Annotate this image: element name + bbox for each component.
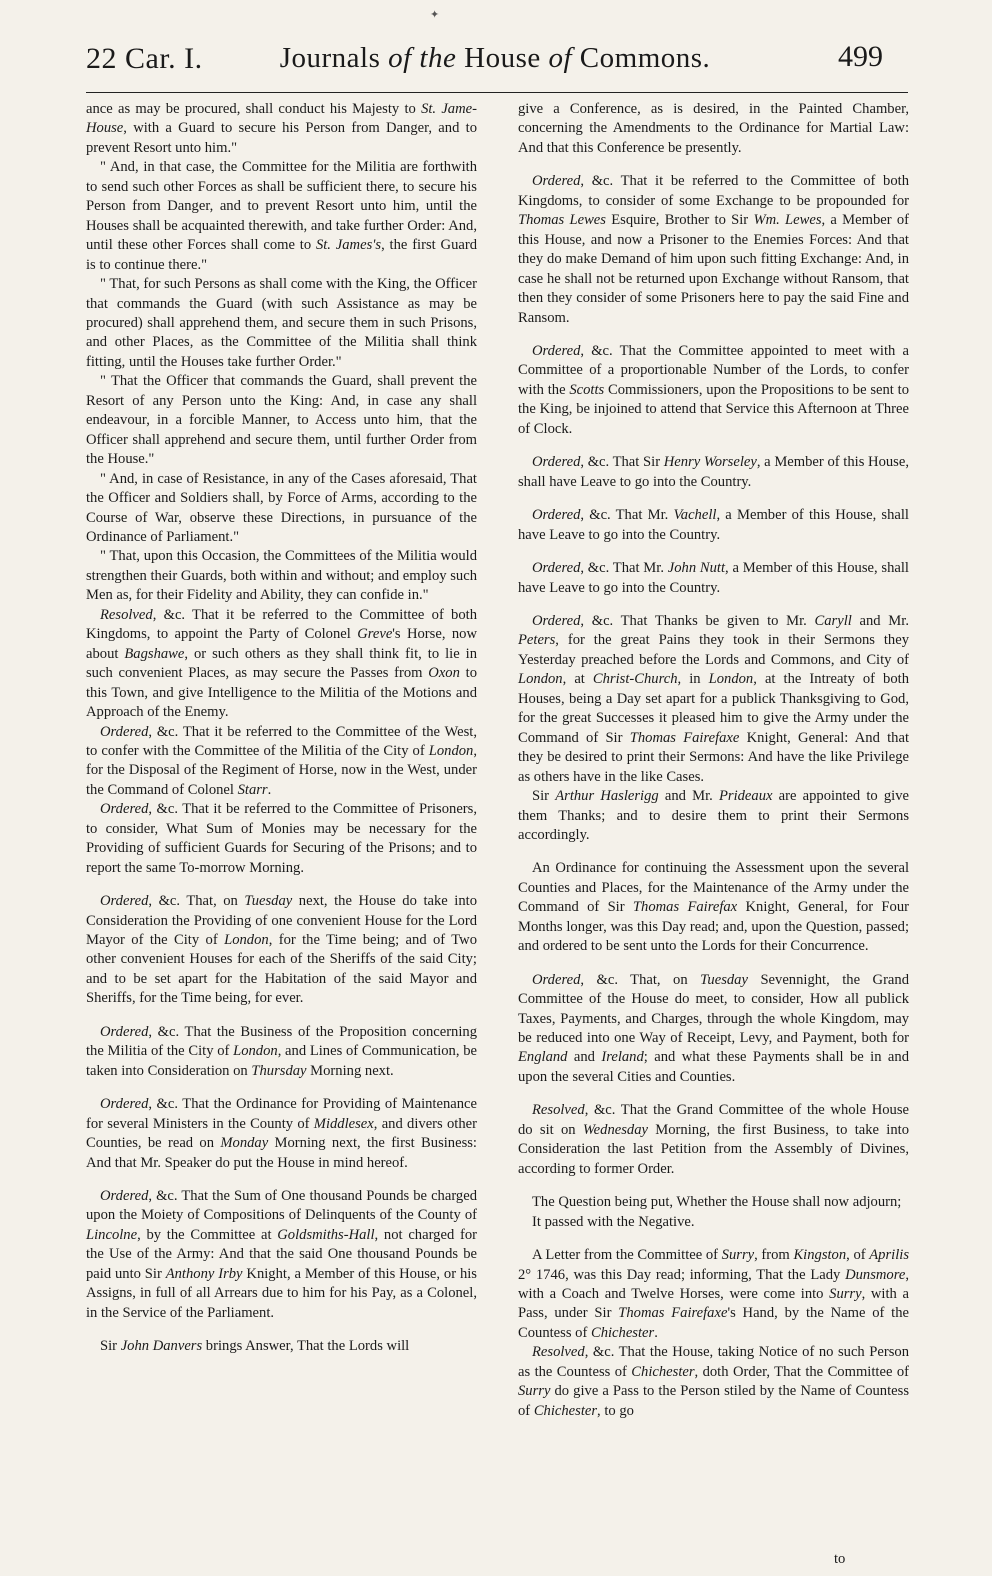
text-run: , not charged for the Use of the Army: And that the said One thousand Pounds be paid unto Sir (86, 1226, 477, 1282)
text-run: , with a Coach and Twelve Horses, were come into (518, 1266, 909, 1303)
text-run: Ordered (532, 560, 581, 577)
text-run: Ordered (532, 507, 581, 524)
text-run: , &c. That the Sum of One thousand Pounds be charged upon the Moiety of Compositions of Delinquents of the County of (86, 1188, 477, 1224)
journal-entry (518, 1101, 909, 1179)
left-column (86, 100, 477, 1357)
text-run: , a Member of this House, shall have Leave to go into the Country. (518, 454, 909, 490)
text-run: , &c. That Mr. (580, 560, 668, 577)
text-run: John Danvers (120, 1338, 203, 1355)
text-run: Knight, a Member of this House, or his Assigns, in full of all Arrears due to him for his Pay, as a Colonel, in the Service of the Parliament. (86, 1265, 477, 1321)
journal-entry (518, 1246, 909, 1343)
journal-entry (86, 372, 477, 469)
text-run: Ordered (532, 971, 581, 988)
text-run: , a Member of this House, shall have Leave to go into the Country. (518, 560, 909, 596)
text-run: , &c. That Sir (580, 454, 664, 471)
text-run: Chichester (631, 1363, 695, 1380)
text-run: Esquire, Brother to Sir (605, 212, 754, 229)
text-run: Vachell (673, 507, 717, 524)
journal-entry (86, 800, 477, 878)
text-run: , a Member of this House, and now a Prisoner to the Enemies Forces: And that they do make Demand of him upon such fitting Exchange: And, in case he shall not be returned upon Exchange without Ransom, that then they consider of some Prisoners here to pay the said Fine and Ransom. (518, 212, 910, 326)
text-run: Thursday (251, 1062, 307, 1079)
page-number: 499 (838, 40, 883, 73)
text-run: Morning next. (306, 1062, 394, 1079)
text-run: Ireland (601, 1049, 644, 1066)
journal-entry (518, 1213, 909, 1232)
text-run: It passed with the Negative. (532, 1213, 695, 1230)
text-run: brings Answer, That the Lords will (202, 1338, 410, 1355)
text-run: and Mr. (851, 612, 909, 629)
text-run: , &c. That, on (580, 971, 701, 988)
text-run: Scotts (569, 381, 605, 398)
text-run: do give a Pass to the Person stiled by the Name of Countess of (518, 1383, 909, 1419)
text-run: , &c. That the House, taking Notice of no such Person as the Countess of (518, 1344, 909, 1380)
text-run: Ordered (532, 612, 581, 629)
text-run: Chichester (533, 1402, 598, 1419)
text-run: . (267, 781, 272, 798)
text-run: " And, in that case, the Committee for the Militia are forthwith to send such other Forces as shall be sufficient there, to secure his Person from Danger, and to prevent Resort unto him, until the Houses shall be acquainted therewith, and take further Order: And, until these other Forces shall come to (86, 159, 477, 254)
text-run: Sevennight, the Grand Committee of the House do meet, to consider, How all publick Taxes, Payments, and Charges, through the whole Kingdom, may be reduced into one Way of Receipt, Levy, and Payment, both for (518, 971, 909, 1047)
title-part: House (464, 42, 541, 74)
reign-label: 22 Car. I. (86, 42, 203, 75)
text-run: Dunsmore (845, 1266, 906, 1283)
text-run: Prideaux (718, 788, 773, 805)
text-run: Ordered (532, 342, 581, 359)
text-run: Ordered (100, 893, 149, 910)
text-run: Middlesex (313, 1115, 374, 1132)
text-run: Starr (237, 781, 268, 798)
text-run: , &c. That the Business of the Proposition concerning the Militia of the City of (86, 1023, 477, 1060)
journal-entry (86, 892, 477, 1009)
text-run: St. Jame-House (86, 101, 477, 137)
text-run: John Nutt (667, 560, 726, 577)
text-run: , by the Committee at (137, 1226, 278, 1243)
text-run: Oxon (428, 665, 460, 682)
text-run: Morning, the first Business, to take into Consideration the last Petition from the Assembly of Divines, according to former Order. (518, 1121, 910, 1177)
journal-entry (86, 547, 477, 605)
text-run: , &c. That it be referred to the Committee of Prisoners, to consider, What Sum of Monies may be necessary for the Providing of sufficient Guards for Securing of the Prisons; and to report the same To-morrow Morning. (86, 801, 477, 876)
text-run: Sir (532, 788, 556, 805)
journal-entry (518, 342, 909, 439)
text-run: Morning next, the first Business: And that Mr. Speaker do put the House in mind hereof. (86, 1135, 477, 1171)
text-run: Monday (220, 1135, 269, 1152)
text-run: , with a Pass, under Sir (518, 1286, 909, 1322)
text-run: next, the House do take into Consideration the Providing of one convenient House for the Lord Mayor of the City of (86, 893, 477, 949)
text-run: give a Conference, as is desired, in the Painted Chamber, concerning the Amendments to the Ordinance for Martial Law: And that this Conference be presently. (518, 101, 909, 156)
journal-entry (86, 100, 477, 158)
title-part: of the (388, 42, 457, 74)
journal-entry (518, 612, 909, 787)
journal-entry (518, 172, 909, 328)
text-run: , &c. That Thanks be given to Mr. (580, 612, 815, 629)
text-run: Kingston (793, 1247, 847, 1264)
journal-entry (86, 723, 477, 801)
text-run: Peters (518, 632, 556, 649)
text-run: , &c. That the Ordinance for Providing of Maintenance for several Ministers in the County of (86, 1096, 477, 1132)
text-run: Sir (100, 1338, 121, 1355)
text-run: , in (677, 671, 709, 688)
text-run: Ordered (100, 1023, 149, 1040)
text-run: , &c. That Mr. (580, 507, 674, 524)
journal-entry (86, 158, 477, 275)
text-run: Greve (357, 626, 393, 643)
journal-entry (86, 275, 477, 372)
ornament-mark: ✦ (430, 9, 440, 21)
text-run: London (518, 671, 563, 688)
text-run: , for the great Pains they took in their Sermons they Yesterday preached before the Lords and Commons, and City of (518, 632, 909, 668)
title-part: of (548, 42, 573, 74)
text-run: Surry (518, 1383, 551, 1400)
text-run: Resolved (532, 1102, 585, 1119)
text-run: Surry (721, 1247, 755, 1264)
text-run: Arthur Haslerigg (555, 788, 659, 805)
text-run: Thomas Fairefaxe (629, 729, 740, 746)
text-run: and (567, 1049, 602, 1066)
text-run: Ordered (100, 723, 149, 740)
journal-entry (518, 971, 909, 1088)
text-run: London (708, 671, 754, 688)
text-run: St. James's (315, 237, 382, 254)
text-run: Ordered (532, 454, 581, 471)
text-run: ; and what these Payments shall be in and upon the several Cities and Counties. (518, 1049, 909, 1085)
text-run: Knight, General, for Four Months longer, was this Day read; and, upon the Question, passed; and ordered to be sent unto the Lords for their Concurrence. (518, 899, 909, 955)
text-run: Ordered (100, 1096, 149, 1113)
journal-entry (518, 559, 909, 598)
text-run: , at (562, 671, 593, 688)
text-run: An Ordinance for continuing the Assessment upon the several Counties and Places, for the Maintenance of the Army under the Command of Sir (518, 860, 909, 916)
text-run: Commissioners, upon the Propositions to be sent to the King, be injoined to attend that Service this Afternoon at Three of Clock. (518, 381, 909, 437)
text-run: A Letter from the Committee of (532, 1247, 722, 1264)
text-run: , of (846, 1247, 870, 1264)
text-run: Chichester (590, 1324, 655, 1341)
text-run: England (518, 1049, 568, 1066)
journal-entry (518, 859, 909, 956)
text-run: , to go (597, 1402, 634, 1419)
text-run: , or such others as they shall think fit, to lie in such convenient Places, as may secure the Passes from (86, 645, 477, 682)
text-run: Aprilis (869, 1247, 909, 1264)
text-run: Bagshawe (124, 645, 185, 662)
title-part: Commons. (579, 42, 711, 74)
text-run: ance as may be procured, shall conduct his Majesty to (86, 101, 422, 117)
catchword: to (834, 1551, 846, 1567)
text-run: 2° 1746, was this Day read; informing, That the Lady (518, 1266, 846, 1283)
text-run: Caryll (814, 612, 852, 629)
header-rule (86, 92, 908, 93)
text-run: Ordered (100, 1188, 149, 1205)
text-run: Wednesday (582, 1121, 648, 1138)
text-run: , &c. That it be referred to the Committee of both Kingdoms, to appoint the Party of Colonel (86, 606, 477, 643)
text-run: , a Member of this House, shall have Leave to go into the Country. (518, 507, 909, 543)
journal-entry (86, 470, 477, 548)
text-run: Ordered (532, 173, 581, 190)
running-header (0, 0, 992, 98)
text-run: " That the Officer that commands the Guard, shall prevent the Resort of any Person unto the King: And, in case any shall endeavour, in a forcible Manner, to Access unto him, that the Officer shall apprehend and secure them, until further Order from the House." (86, 373, 477, 468)
text-run: Thomas Fairefaxe (618, 1305, 728, 1322)
text-run: , for the Time being; and of Two other convenient Houses for each of the Sheriffs of the said City; and to be set apart for the Habitation of the said Mayor and Sheriffs, for the Time being, for ever. (86, 932, 477, 1007)
page-title (260, 42, 730, 75)
text-run: Anthony Irby (165, 1265, 243, 1282)
text-run: " That, for such Persons as shall come with the King, the Officer that commands the Guard (with such Assistance as may be procured) shall apprehend them, and secure them in such Prisons, and other Places, as the Committee of the Militia shall think fitting, until the Houses take further Order." (86, 276, 477, 370)
journal-entry (518, 787, 909, 845)
text-run: Knight, General: And that they be desired to print their Sermons: And have the like Privilege as others have in the like Cases. (518, 729, 909, 785)
text-run: Tuesday (244, 893, 293, 910)
journal-entry (518, 1193, 909, 1212)
journal-entry (86, 606, 477, 723)
text-run: , &c. That, on (148, 893, 245, 910)
text-run: , &c. That it be referred to the Committee of both Kingdoms, to consider of some Exchange to be propounded for (518, 173, 909, 209)
text-run: Tuesday (700, 971, 748, 988)
text-run: , &c. That the Committee appointed to meet with a Committee of a proportionable Number of the Lords, to confer with the (518, 342, 909, 398)
journal-entry (86, 1337, 477, 1356)
text-run: Resolved (100, 606, 153, 623)
text-run: Surry (829, 1286, 862, 1303)
journal-entry (518, 100, 909, 158)
journal-entry (518, 506, 909, 545)
text-run: to this Town, and give Intelligence to the Militia of the Motions and Approach of the Enemy. (86, 665, 478, 721)
text-run: " And, in case of Resistance, in any of the Cases aforesaid, That the Officer and Soldiers shall, by Force of Arms, according to the Course of War, observe these Directions, in pursuance of the Ordinance of Parliament." (86, 470, 477, 545)
journal-entry (86, 1023, 477, 1081)
text-run: , the first Guard is to continue there." (86, 237, 478, 273)
text-run: Henry Worseley (663, 454, 757, 471)
text-run: " That, upon this Occasion, the Committees of the Militia would strengthen their Guards, both within and without; and employ such Men as, for their Fidelity and Ability, they can confide in." (86, 548, 477, 604)
text-run: 's Horse, now about (86, 626, 477, 662)
journal-entry (86, 1095, 477, 1173)
text-run: and Mr. (658, 788, 719, 805)
title-part: Journals (279, 42, 381, 74)
text-run: , from (754, 1247, 794, 1264)
text-run: Wm. Lewes (753, 212, 822, 229)
text-run: Thomas Fairefax (632, 899, 738, 916)
text-run: Resolved (532, 1344, 585, 1361)
journal-entry (86, 1187, 477, 1323)
text-run: Ordered (100, 801, 149, 818)
text-run: Goldsmiths-Hall (277, 1226, 375, 1243)
text-run: , at the Intreaty of both Houses, being a Day set apart for a publick Thanksgiving to God, for the great Successes it pleased him to give the Army under the Command of Sir (518, 671, 909, 746)
text-run: , and divers other Counties, be read on (86, 1115, 477, 1152)
text-run: London (428, 742, 474, 759)
journal-entry (518, 453, 909, 492)
text-run: . (654, 1324, 658, 1341)
text-run: , &c. That the Grand Committee of the whole House do sit on (518, 1102, 909, 1138)
text-run: London (233, 1043, 278, 1060)
text-run: , and Lines of Communication, be taken into Consideration on (86, 1043, 477, 1079)
text-run: 's Hand, by the Name of the Countess of (518, 1305, 909, 1341)
text-run: Christ-Church (592, 671, 678, 688)
right-column (518, 100, 909, 1421)
text-run: Lincolne (86, 1226, 138, 1243)
text-run: are appointed to give them Thanks; and to desire them to print their Sermons accordingly. (518, 788, 910, 843)
text-run: , for the Disposal of the Regiment of Horse, now in the West, under the Command of Colonel (86, 742, 477, 798)
text-run: London (224, 932, 269, 949)
text-run: , &c. That it be referred to the Committee of the West, to confer with the Committee of the Militia of the City of (86, 723, 477, 759)
text-run: , doth Order, That the Committee of (694, 1363, 909, 1380)
text-run: Thomas Lewes (518, 212, 606, 229)
text-run: The Question being put, Whether the House shall now adjourn; (532, 1194, 902, 1211)
text-run: , with a Guard to secure his Person from Danger, and to prevent Resort unto him." (86, 120, 477, 156)
journal-entry (518, 1343, 909, 1421)
